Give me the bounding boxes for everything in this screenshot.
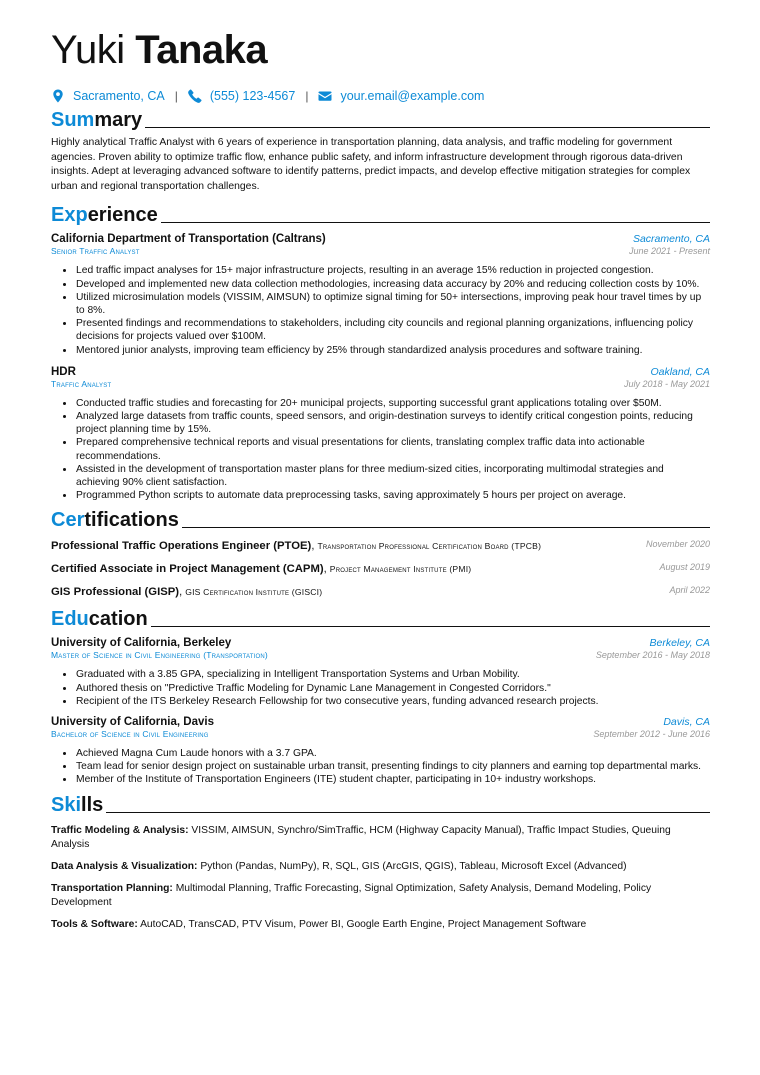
experience-heading <box>51 204 710 226</box>
summary-heading <box>51 109 710 131</box>
job-dates: June 2021 - Present <box>628 246 710 257</box>
cert-date: August 2019 <box>659 562 710 573</box>
cert-name: Certified Associate in Project Management (CAPM) <box>51 563 324 576</box>
skill-row <box>51 918 710 932</box>
contact-location <box>51 89 165 103</box>
list-item: • Presented findings and recommendations to stakeholders, including city councils and regional planning organizations, influencing policy decisions for projects valued over $100M. <box>75 317 710 343</box>
last-name: Tanaka <box>135 28 268 72</box>
certification-entry: GIS Professional (GISP), GIS Certification Institute (GISCI) April 2022 <box>51 585 710 599</box>
certification-entry: Professional Traffic Operations Engineer (PTOE), Transportation Professional Certification Board (TPCB) November 2020 <box>51 539 710 553</box>
section-rule <box>161 222 710 223</box>
section-rule <box>151 626 710 627</box>
edu-dates: September 2012 - June 2016 <box>593 729 710 740</box>
list-item: • Prepared comprehensive technical reports and visual presentations for clients, translating complex traffic data into actionable recommendations. <box>75 436 710 462</box>
list-item: • Conducted traffic studies and forecasting for 20+ municipal projects, supporting successful grant applications totaling over $50M. <box>75 397 710 410</box>
education-entry <box>51 637 710 708</box>
job-location: Oakland, CA <box>650 365 710 378</box>
certification-entry: Certified Associate in Project Management (CAPM), Project Management Institute (PMI) August 2019 <box>51 562 710 576</box>
cert-issuer: GIS Certification Institute (GISCI) <box>185 587 323 598</box>
cert-issuer: Transportation Professional Certification Board (TPCB) <box>317 541 542 552</box>
school: University of California, Berkeley <box>51 637 232 650</box>
school-location: Davis, CA <box>663 716 710 729</box>
skill-row <box>51 824 710 852</box>
skill-label: Tools & Software: <box>51 918 138 930</box>
cert-name: GIS Professional (GISP) <box>51 586 180 599</box>
skill-label: Transportation Planning: <box>51 882 173 894</box>
section-title: Certifications <box>51 509 179 532</box>
list-item: • Developed and implemented new data collection methodologies, increasing data accuracy by 20% and reducing collection costs by 10%. <box>75 278 710 291</box>
cert-issuer: Project Management Institute (PMI) <box>329 564 472 575</box>
first-name: Yuki <box>51 28 125 72</box>
contact-bar <box>51 89 710 103</box>
employer: HDR <box>51 365 76 378</box>
skill-label: Data Analysis & Visualization: <box>51 860 198 872</box>
list-item: • Member of the Institute of Transportation Engineers (ITE) student chapter, participating in 10+ industry workshops. <box>75 773 710 786</box>
phone-icon <box>188 89 202 103</box>
job-bullets <box>51 397 710 503</box>
summary-text: Highly analytical Traffic Analyst with 6 years of experience in transportation planning, data analysis, and traffic modeling for government agencies. Proven ability to optimize traffic flow, enhance public safety, and inform infrastructure development through rigorous data-driven insights. Adept at leveraging advanced software to identify patterns, predict impacts, and develop effective mitigation strategies for complex urban and regional transportation challenges. <box>51 137 691 192</box>
degree: Bachelor of Science in Civil Engineering <box>51 729 209 740</box>
skill-value: Python (Pandas, NumPy), R, SQL, GIS (ArcGIS, QGIS), Tableau, Microsoft Excel (Advanced) <box>200 860 627 872</box>
experience-entry <box>51 366 710 503</box>
skills-heading <box>51 794 710 816</box>
list-item: • Recipient of the ITS Berkeley Research Fellowship for two consecutive years, funding advanced research projects. <box>75 695 710 708</box>
education-entry <box>51 716 710 787</box>
job-bullets <box>51 264 710 356</box>
section-title: Summary <box>51 109 143 131</box>
section-title: Skills <box>51 793 104 816</box>
school-location: Berkeley, CA <box>649 637 710 650</box>
experience-entry <box>51 233 710 356</box>
list-item: • Led traffic impact analyses for 15+ major infrastructure projects, resulting in an average 15% reduction in projected congestion. <box>75 264 710 277</box>
skill-value: VISSIM, AIMSUN, Synchro/SimTraffic, HCM (Highway Capacity Manual), Traffic Impact Studies, Queuing Analysis <box>51 824 671 850</box>
employer: California Department of Transportation (Caltrans) <box>51 233 326 246</box>
skill-label: Traffic Modeling & Analysis: <box>51 824 189 836</box>
section-title: Experience <box>51 204 158 227</box>
education-heading <box>51 608 710 630</box>
list-item: • Team lead for senior design project on sustainable urban transit, presenting findings to city planners and earning top departmental marks. <box>75 760 710 773</box>
candidate-name <box>51 28 710 72</box>
contact-separator: | <box>174 89 178 103</box>
skill-row <box>51 882 710 910</box>
skill-value: AutoCAD, TransCAD, PTV Visum, Power BI, Google Earth Engine, Project Management Software <box>140 918 587 930</box>
contact-separator: | <box>305 89 309 103</box>
school: University of California, Davis <box>51 716 214 729</box>
job-location: Sacramento, CA <box>632 233 710 246</box>
phone-text: (555) 123-4567 <box>209 89 296 103</box>
certifications-heading <box>51 509 710 531</box>
list-item: • Programmed Python scripts to automate data preprocessing tasks, saving approximately 5 hours per project on average. <box>75 489 710 502</box>
section-rule <box>106 812 710 813</box>
job-dates: July 2018 - May 2021 <box>623 378 710 389</box>
cert-date: November 2020 <box>645 539 710 550</box>
job-title: Senior Traffic Analyst <box>51 246 140 257</box>
skill-value: Multimodal Planning, Traffic Forecasting, Signal Optimization, Safety Analysis, Demand Modeling, Policy Development <box>51 882 652 908</box>
contact-phone[interactable] <box>188 89 295 103</box>
cert-date: April 2022 <box>669 585 710 596</box>
list-item: • Analyzed large datasets from traffic counts, speed sensors, and origin-destination surveys to identify critical congestion points, reducing project planning time by 15%. <box>75 410 710 436</box>
envelope-icon <box>318 89 332 103</box>
map-pin-icon <box>51 89 65 103</box>
job-title: Traffic Analyst <box>51 378 112 389</box>
edu-bullets <box>51 668 710 708</box>
list-item: • Authored thesis on "Predictive Traffic Modeling for Dynamic Lane Management in Congested Corridors." <box>75 682 710 695</box>
list-item: • Achieved Magna Cum Laude honors with a 3.7 GPA. <box>75 747 710 760</box>
section-rule <box>182 527 710 528</box>
contact-email[interactable] <box>318 89 484 103</box>
list-item: • Assisted in the development of transportation master plans for three medium-sized cities, incorporating multimodal strategies and achieving 90% client satisfaction. <box>75 463 710 489</box>
edu-dates: September 2016 - May 2018 <box>595 650 710 661</box>
list-item: • Mentored junior analysts, improving team efficiency by 25% through standardized analysis procedures and software training. <box>75 344 710 357</box>
section-title: Education <box>51 608 148 631</box>
degree: Master of Science in Civil Engineering (Transportation) <box>51 650 268 661</box>
location-text: Sacramento, CA <box>73 89 165 103</box>
email-text: your.email@example.com <box>340 89 485 103</box>
list-item: • Graduated with a 3.85 GPA, specializing in Intelligent Transportation Systems and Urban Mobility. <box>75 668 710 681</box>
skill-row <box>51 860 710 874</box>
edu-bullets <box>51 747 710 787</box>
cert-name: Professional Traffic Operations Engineer (PTOE) <box>51 540 312 553</box>
list-item: • Utilized microsimulation models (VISSIM, AIMSUN) to optimize signal timing for 50+ intersections, improving peak hour travel times by up to 8%. <box>75 291 710 317</box>
section-rule <box>145 127 710 128</box>
